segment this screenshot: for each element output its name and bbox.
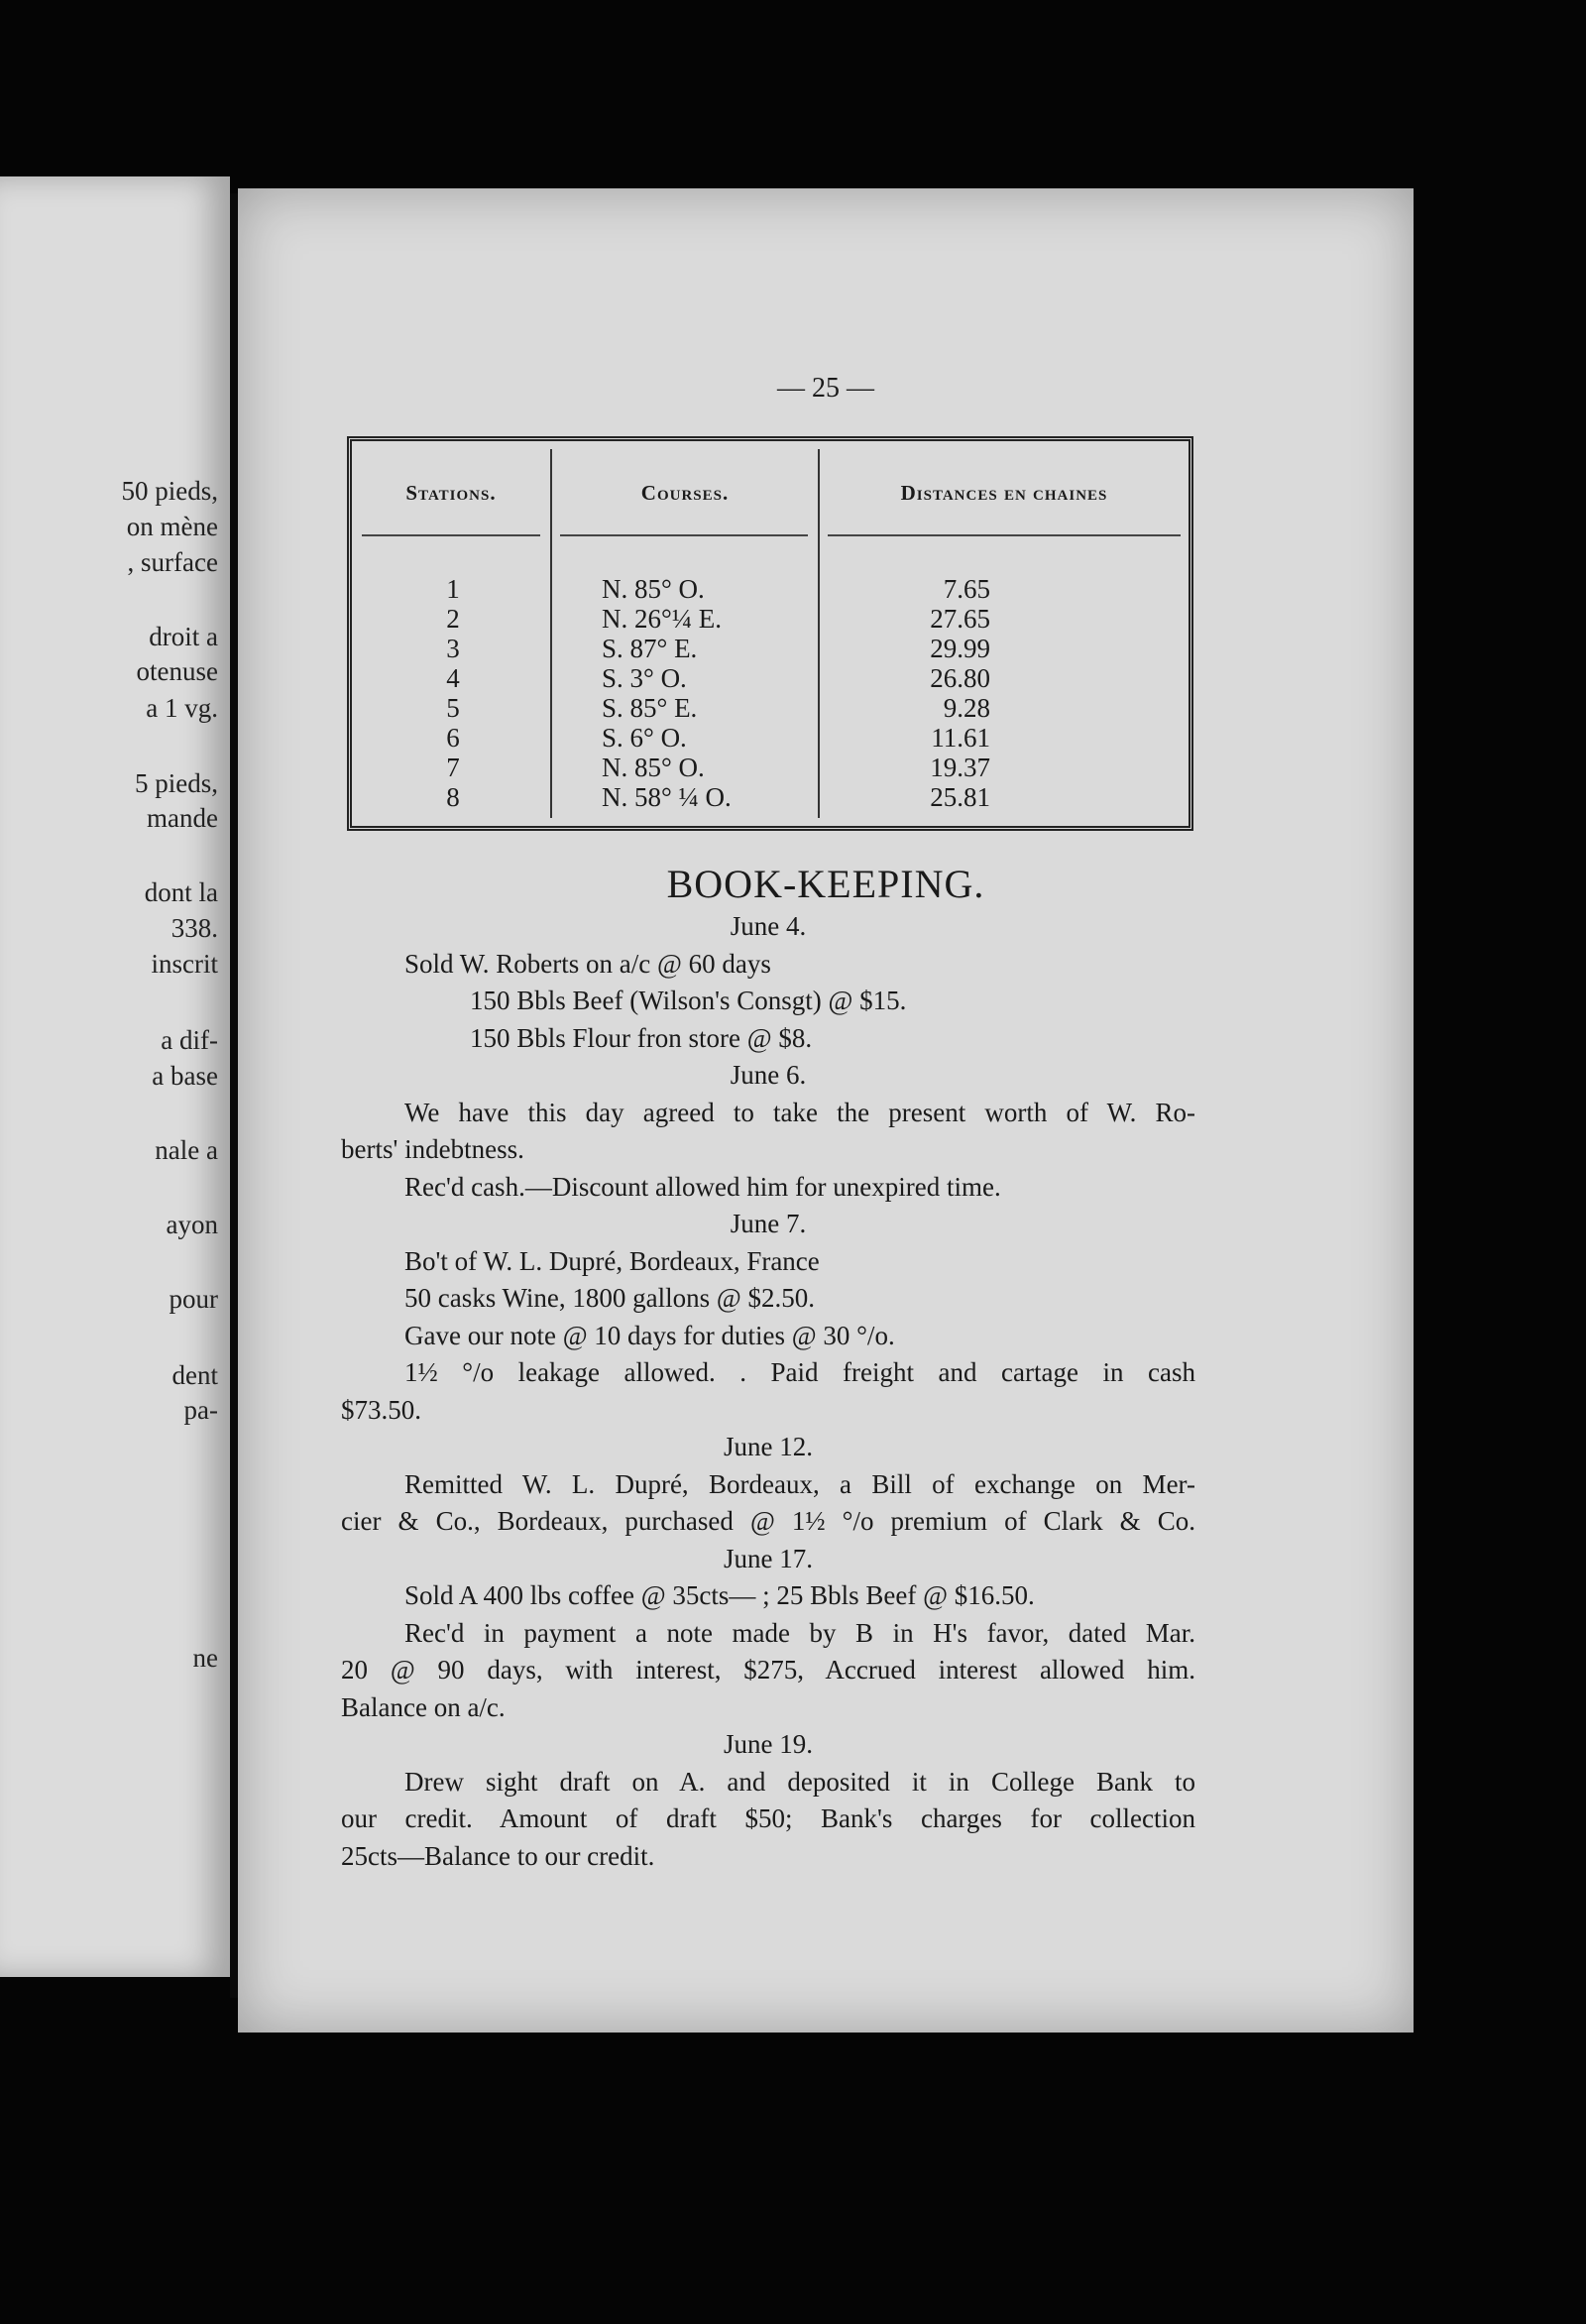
- entry-line: 1½ °/o leakage allowed. . Paid freight and cartage in cash: [404, 1357, 1195, 1387]
- header-rule: [362, 534, 540, 536]
- course-cell: S. 6° O.: [602, 723, 687, 753]
- entry-date: June 12.: [724, 1432, 813, 1461]
- entry-line: $73.50.: [341, 1394, 421, 1425]
- table-row: [352, 574, 1189, 604]
- entry-line: our credit. Amount of draft $50; Bank's charges for collection: [341, 1803, 1195, 1833]
- page-number: — 25 —: [777, 373, 874, 404]
- left-page-fragment: [0, 176, 230, 1977]
- course-cell: N. 26°¼ E.: [602, 604, 723, 634]
- left-page-line: 5 pieds,: [135, 768, 218, 798]
- entry-line: Rec'd in payment a note made by B in H's favor, dated Mar.: [404, 1617, 1195, 1648]
- entry-line: We have this day agreed to take the present worth of W. Ro-: [404, 1097, 1195, 1127]
- left-page-line: nale a: [155, 1135, 218, 1165]
- entry-line: Balance on a/c.: [341, 1691, 506, 1722]
- entry-line: 25cts—Balance to our credit.: [341, 1840, 655, 1871]
- course-cell: S. 3° O.: [602, 663, 687, 693]
- entry-date: June 4.: [730, 911, 807, 941]
- left-page-line: dont la: [144, 877, 218, 907]
- left-page-line: on mène: [126, 512, 218, 541]
- station-cell: 8: [446, 782, 460, 812]
- course-cell: N. 85° O.: [602, 574, 705, 604]
- course-cell: S. 85° E.: [602, 693, 698, 723]
- entry-line: 150 Bbls Beef (Wilson's Consgt) @ $15.: [470, 986, 907, 1015]
- entry-line: Bo't of W. L. Dupré, Bordeaux, France: [404, 1245, 820, 1276]
- distance-cell: 11.61: [931, 723, 990, 753]
- entry-line: Gave our note @ 10 days for duties @ 30 °/o.: [404, 1320, 895, 1350]
- entry-line: 50 casks Wine, 1800 gallons @ $2.50.: [404, 1283, 815, 1313]
- header-stations: Stations.: [405, 481, 497, 505]
- left-page-line: 338.: [170, 913, 218, 943]
- entry-date: June 17.: [724, 1543, 813, 1573]
- entry-line: Sold A 400 lbs coffee @ 35cts— ; 25 Bbls Beef @ $16.50.: [404, 1580, 1035, 1610]
- left-page-line: a 1 vg.: [146, 693, 218, 723]
- table-row: [352, 753, 1189, 782]
- course-cell: S. 87° E.: [602, 634, 698, 663]
- entry-line: Sold W. Roberts on a/c @ 60 days: [404, 948, 771, 979]
- left-page-line: pour: [169, 1284, 218, 1314]
- distance-cell: 25.81: [930, 782, 990, 812]
- left-page-line: droit a: [149, 622, 218, 651]
- header-rule: [560, 534, 808, 536]
- entry-date: June 19.: [724, 1729, 813, 1759]
- distance-cell: 19.37: [930, 753, 990, 782]
- left-page-line: ayon: [166, 1210, 218, 1239]
- course-cell: N. 58° ¼ O.: [602, 782, 732, 812]
- table-row: [352, 663, 1189, 693]
- bookkeeping-entries: [341, 908, 1195, 1875]
- table-row: [352, 723, 1189, 753]
- station-cell: 3: [446, 634, 460, 663]
- survey-table: [347, 436, 1193, 831]
- station-cell: 4: [446, 663, 460, 693]
- entry-date: June 7.: [730, 1209, 807, 1238]
- distance-cell: 7.65: [943, 574, 990, 604]
- entry-line: 150 Bbls Flour fron store @ $8.: [470, 1022, 813, 1053]
- left-page-line: a dif-: [161, 1025, 218, 1055]
- left-page-line: ne: [192, 1643, 218, 1673]
- left-page-line: 50 pieds,: [121, 476, 218, 506]
- course-cell: N. 85° O.: [602, 753, 705, 782]
- entry-line: Drew sight draft on A. and deposited it in College Bank to: [404, 1766, 1195, 1797]
- entry-line: Remitted W. L. Dupré, Bordeaux, a Bill of exchange on Mer-: [404, 1468, 1195, 1499]
- station-cell: 6: [446, 723, 460, 753]
- left-page-line: pa-: [183, 1395, 218, 1425]
- left-page-line: , surface: [127, 547, 218, 577]
- table-row: [352, 634, 1189, 663]
- station-cell: 2: [446, 604, 460, 634]
- right-page: [238, 188, 1414, 2033]
- left-page-line: inscrit: [151, 949, 218, 979]
- station-cell: 1: [446, 574, 460, 604]
- distance-cell: 29.99: [930, 634, 990, 663]
- station-cell: 7: [446, 753, 460, 782]
- header-courses: Courses.: [640, 481, 730, 505]
- entry-line: Rec'd cash.—Discount allowed him for unexpired time.: [404, 1171, 1001, 1202]
- header-rule: [828, 534, 1181, 536]
- table-row: [352, 693, 1189, 723]
- left-page-line: otenuse: [136, 656, 218, 686]
- table-row: [352, 782, 1189, 812]
- header-distances: Distances en chaines: [900, 481, 1108, 505]
- section-heading: BOOK-KEEPING.: [666, 862, 985, 906]
- left-page-line: dent: [171, 1360, 218, 1390]
- entry-line: 20 @ 90 days, with interest, $275, Accrued interest allowed him.: [341, 1655, 1195, 1685]
- entry-line: cier & Co., Bordeaux, purchased @ 1½ °/o premium of Clark & Co.: [341, 1506, 1195, 1536]
- left-page-line: mande: [147, 803, 218, 833]
- distance-cell: 27.65: [930, 604, 990, 634]
- table-row: [352, 604, 1189, 634]
- distance-cell: 9.28: [943, 693, 990, 723]
- distance-cell: 26.80: [930, 663, 990, 693]
- entry-date: June 6.: [730, 1060, 807, 1090]
- left-page-line: a base: [152, 1061, 218, 1091]
- entry-line: berts' indebtness.: [341, 1134, 524, 1164]
- station-cell: 5: [446, 693, 460, 723]
- book-spine: [230, 193, 238, 1998]
